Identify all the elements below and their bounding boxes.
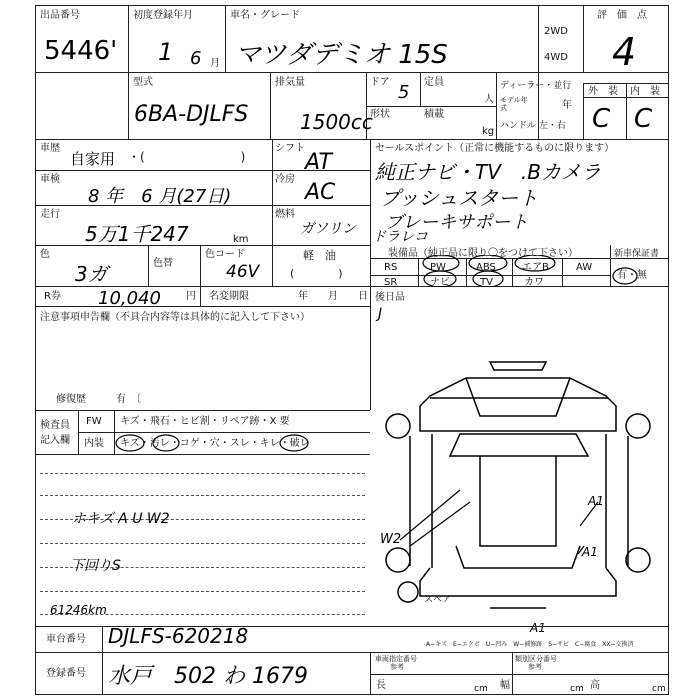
length-label: 長 xyxy=(376,680,386,691)
damage-legend: A−キズ E−エクボ U−凹み W−補修跡 S−サビ C−腐食 XX−交換済 xyxy=(426,641,634,648)
fw-label: FW xyxy=(86,416,102,427)
equip-navi: ナビ xyxy=(430,277,450,288)
exterior-label: 外 装 xyxy=(588,86,618,97)
km-unit: km xyxy=(233,234,249,245)
2wd-option: 2WD xyxy=(544,26,568,37)
doors-value: 5 xyxy=(398,82,410,103)
designated-number-note: 参考 xyxy=(390,663,404,671)
deadline-label: 名変期限 xyxy=(209,291,249,302)
kg-unit: kg xyxy=(482,126,495,137)
shape-label: 形状 xyxy=(370,109,390,120)
repair-history-value: 有 〔 xyxy=(116,394,141,405)
first-registration-label: 初度登録年月 xyxy=(133,10,193,21)
shift-label: シフト xyxy=(275,143,305,154)
width-label: 幅 xyxy=(500,680,510,691)
selling-point-2: プッシュスタート xyxy=(380,186,539,210)
fuel-gasoline: ガソリン xyxy=(300,221,356,237)
capacity-label: 定員 xyxy=(424,77,444,88)
damage-mark-a1-right: A1 xyxy=(588,494,604,508)
selling-point-3: ブレーキサポート xyxy=(385,212,529,233)
chassis-number-label: 車台番号 xyxy=(46,634,86,645)
model-year-label: モデル年式 xyxy=(500,96,528,112)
equip-pw: PW xyxy=(430,262,446,273)
fuel-light-oil: 軽 油 xyxy=(303,249,336,262)
interior-check-label: 内装 xyxy=(84,438,104,449)
car-name: マツダデミオ 15S xyxy=(235,40,448,70)
chassis-number: DJLFS-620218 xyxy=(108,624,249,648)
ac-value: AC xyxy=(305,180,336,205)
repair-history-label: 修復歴 xyxy=(56,394,86,405)
shift-value: AT xyxy=(305,150,332,175)
spare-label: スペア xyxy=(424,595,452,605)
warranty-label: 新車保証書 xyxy=(614,249,660,259)
inspector-entry-label: 記入欄 xyxy=(40,435,70,446)
registration-number: 水戸 502 わ 1679 xyxy=(108,664,308,689)
mileage-value: 5万1千247 xyxy=(85,222,189,246)
inspection-value: 8 年 6 月(27日) xyxy=(88,186,232,207)
class-number-label: 類別区分番号 xyxy=(515,655,557,663)
inspection-label: 車検 xyxy=(40,174,60,185)
lot-number-label: 出品番号 xyxy=(40,10,80,21)
selling-points-label: セールスポイント（正常に機能するものに限ります） xyxy=(375,143,615,154)
inspector-note-1: ホキズ A U W2 xyxy=(72,511,170,527)
deadline-value: 年 月 日 xyxy=(298,291,368,302)
damage-mark-a1-rear: A1 xyxy=(582,545,598,559)
equipment-circles xyxy=(370,255,610,287)
color-value: 3ガ xyxy=(75,262,108,286)
displacement-label: 排気量 xyxy=(275,77,305,88)
history-value: 自家用 xyxy=(70,150,116,168)
recycle-ticket-label: R券 xyxy=(44,291,61,302)
grade-score: 4 xyxy=(612,30,637,74)
recycle-amount: 10,040 xyxy=(98,288,161,309)
warranty-value: 有・無 xyxy=(617,270,647,281)
interior-items: キズ・汚レ・コゲ・穴・スレ・キレ・破レ xyxy=(120,438,310,449)
history-other: ・( ) xyxy=(128,150,246,164)
height-label: 高 xyxy=(590,680,600,691)
handle-label: ハンドル 左・右 xyxy=(500,121,566,131)
equipment-label: 装備品（純正品に限り〇をつけて下さい） xyxy=(388,248,578,259)
ac-label: 冷房 xyxy=(275,174,295,185)
grade-label: 評 価 点 xyxy=(597,10,647,21)
yen-unit: 円 xyxy=(186,291,196,302)
mileage-label: 走行 xyxy=(40,209,60,220)
designated-number-label: 車両指定番号 xyxy=(375,655,417,663)
equip-tv: TV xyxy=(480,277,493,288)
length-unit: cm xyxy=(474,684,488,694)
damage-mark-w2: W2 xyxy=(380,532,402,547)
inspector-note-3: 61246km xyxy=(50,603,107,617)
interior-grade: C xyxy=(634,104,653,134)
first-registration-month: 6 xyxy=(190,48,202,69)
fw-items: キズ・飛石・ヒビ割・リペア跡・X 要 xyxy=(120,416,290,427)
month-unit: 月 xyxy=(210,58,220,69)
year-unit: 年 xyxy=(562,100,572,111)
fuel-other: ( ) xyxy=(290,267,343,280)
model-label: 型式 xyxy=(133,77,153,88)
after-items-label: 後日品 xyxy=(375,292,405,303)
selling-point-1: 純正ナビ・TV .Bカメラ xyxy=(375,160,601,184)
fuel-label: 燃料 xyxy=(275,209,295,220)
displacement-value: 1500cc xyxy=(300,110,373,134)
exterior-grade: C xyxy=(592,104,611,134)
equip-airbag: エアB xyxy=(522,262,549,273)
car-name-label: 車名・グレード xyxy=(230,10,300,21)
4wd-option: 4WD xyxy=(544,52,568,63)
history-label: 車歴 xyxy=(40,143,60,154)
inspector-note-2: 下回りS xyxy=(70,558,121,574)
height-unit: cm xyxy=(652,684,666,694)
equip-sr: SR xyxy=(384,277,398,288)
car-diagram xyxy=(370,306,669,626)
lot-number: 5446' xyxy=(44,36,118,66)
notes-label: 注意事項申告欄（不具合内容等は具体的に記入して下さい） xyxy=(40,312,310,323)
dealer-label: ディーラー・並行 xyxy=(500,81,572,91)
damage-mark-a1-bottom: A1 xyxy=(530,621,546,635)
model-code: 6BA-DJLFS xyxy=(134,102,249,127)
color-code-label: 色コード xyxy=(205,249,245,260)
equip-abs: ABS xyxy=(476,262,496,273)
registration-number-label: 登録番号 xyxy=(46,668,86,679)
color-code-value: 46V xyxy=(226,262,260,282)
inspector-label: 検査員 xyxy=(40,420,70,431)
selling-point-4: ドラレコ xyxy=(372,229,428,245)
interior-label: 内 装 xyxy=(630,86,660,97)
capacity-unit: 人 xyxy=(484,94,494,105)
first-registration-year: 1 xyxy=(158,38,174,66)
doors-label: ドア xyxy=(370,77,390,88)
width-unit: cm xyxy=(570,684,584,694)
equip-leather: カワ xyxy=(524,277,544,288)
equip-rs: RS xyxy=(384,262,398,273)
warranty-circle xyxy=(611,265,641,285)
equip-aw: AW xyxy=(576,262,593,273)
interior-circles xyxy=(114,432,370,454)
load-label: 積載 xyxy=(424,109,444,120)
recolor-label: 色替 xyxy=(153,258,173,269)
color-label: 色 xyxy=(40,249,50,260)
class-number-note: 参考 xyxy=(528,663,542,671)
